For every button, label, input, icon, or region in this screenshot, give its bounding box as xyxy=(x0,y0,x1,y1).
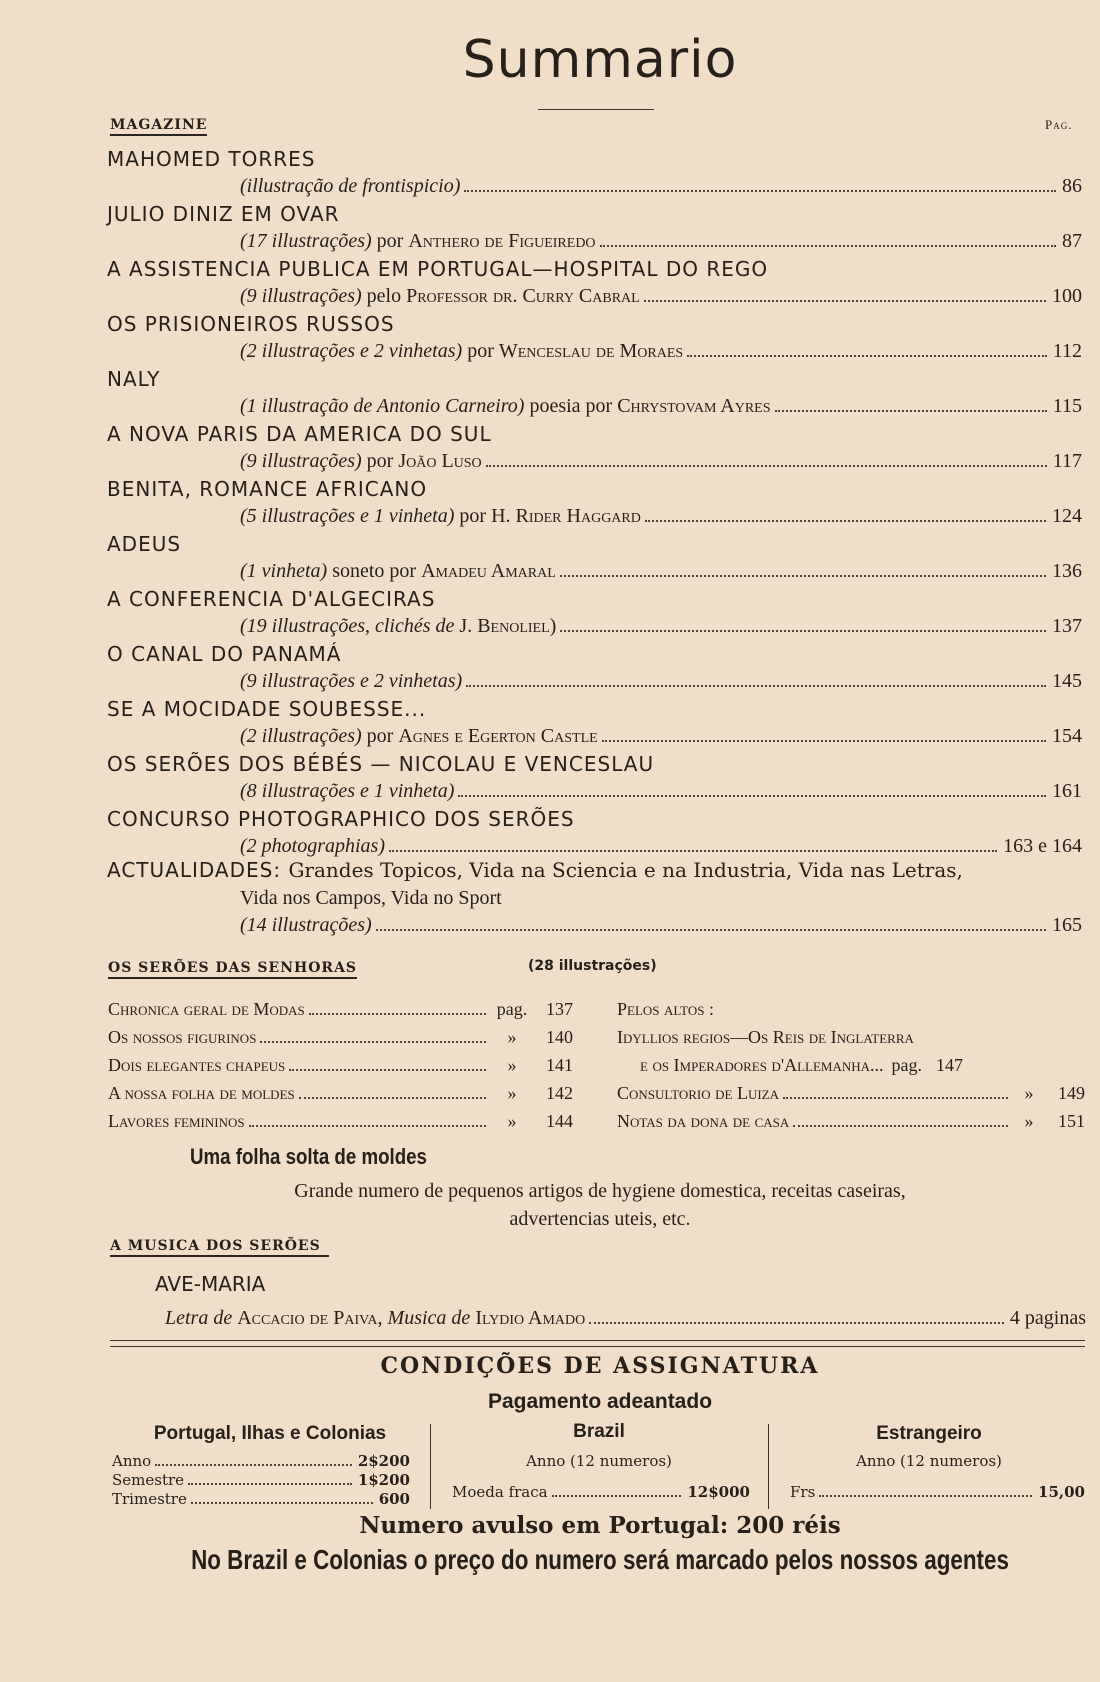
leader-dots xyxy=(464,190,1056,192)
pelos-altos-label: Pelos altos : xyxy=(617,999,714,1019)
article-title: A CONFERENCIA D'ALGECIRAS xyxy=(107,587,436,611)
article-illustrations: (2 photographias) xyxy=(240,835,385,857)
article-title: NALY xyxy=(107,367,161,391)
senhoras-item-label: Notas da dona de casa xyxy=(617,1111,790,1131)
article-illustrations: (illustração de frontispicio) xyxy=(240,175,461,197)
senhoras-item xyxy=(617,1081,1085,1105)
imperadores-ref: pag. xyxy=(891,1055,923,1075)
article-page: 137 xyxy=(1052,615,1082,637)
portugal-price-row xyxy=(112,1470,410,1490)
senhoras-item xyxy=(108,997,573,1021)
article-title: A NOVA PARIS DA AMERICA DO SUL xyxy=(107,422,492,446)
portugal-price-label: Anno xyxy=(112,1452,152,1470)
leader-dots xyxy=(687,355,1047,357)
article-title: O CANAL DO PANAMÁ xyxy=(107,642,342,666)
imperadores-line xyxy=(640,1053,1085,1077)
senhoras-item-label: Os nossos figurinos xyxy=(108,1027,257,1047)
article-desc xyxy=(240,833,385,860)
musica-label: Musica de xyxy=(387,1307,471,1329)
senhoras-item-page: 151 xyxy=(1058,1111,1085,1131)
article-sub xyxy=(240,723,1082,750)
senhoras-item-label: Consultorio de Luiza xyxy=(617,1083,780,1103)
senhoras-item-ref: » xyxy=(507,1027,517,1047)
article-page: 117 xyxy=(1052,450,1082,472)
senhoras-item-page: 142 xyxy=(546,1083,573,1103)
article-title: ADEUS xyxy=(107,532,182,556)
article-by: por xyxy=(361,725,399,747)
brazil-label: Moeda fraca xyxy=(452,1483,548,1501)
article-desc xyxy=(240,503,641,530)
leader-dots xyxy=(589,1322,1004,1324)
article-title: OS PRISIONEIROS RUSSOS xyxy=(107,312,395,336)
folha-desc-1: Grande numero de pequenos artigos de hygiene domestica, receitas caseiras, xyxy=(294,1180,906,1202)
leader-dots xyxy=(309,1013,486,1015)
article-by: por xyxy=(371,230,409,252)
pelos-altos xyxy=(617,997,714,1021)
article-title: OS SERÕES DOS BÉBÉS — NICOLAU E VENCESLAU xyxy=(107,752,655,776)
article-title: BENITA, ROMANCE AFRICANO xyxy=(107,477,428,501)
letra-author: Accacio de Paiva, xyxy=(237,1307,383,1329)
musica-credits xyxy=(165,1305,1086,1332)
condicoes-subtitle: Pagamento adeantado xyxy=(487,1390,713,1413)
letra-label: Letra de xyxy=(165,1307,233,1329)
article-sub xyxy=(240,668,1082,695)
leader-dots xyxy=(188,1483,352,1485)
leader-dots xyxy=(552,1495,682,1497)
article-by: J. xyxy=(454,615,478,637)
article-illustrations: (8 illustrações e 1 vinheta) xyxy=(240,780,455,802)
article-desc xyxy=(240,558,556,585)
senhoras-item xyxy=(108,1109,573,1133)
estrangeiro-label: Frs xyxy=(790,1483,816,1501)
portugal-price-value: 2$200 xyxy=(357,1452,410,1470)
article-author: Benoliel) xyxy=(477,615,557,637)
article-author: Agnes e Egerton Castle xyxy=(398,725,598,747)
imperadores-label: e os Imperadores d'Allemanha... xyxy=(640,1055,884,1075)
article-by: por xyxy=(462,340,499,362)
article-by: por xyxy=(361,450,399,472)
leader-dots xyxy=(644,300,1046,302)
brazil-price xyxy=(452,1482,750,1502)
brazil-value: 12$000 xyxy=(687,1483,750,1501)
article-page: 112 xyxy=(1052,340,1082,362)
article-author: Professor dr. Curry Cabral xyxy=(406,285,640,307)
article-page: 154 xyxy=(1052,725,1082,747)
leader-dots xyxy=(819,1495,1032,1497)
condicoes-title: CONDIÇÕES DE ASSIGNATURA xyxy=(380,1353,820,1379)
leader-dots xyxy=(560,630,1046,632)
portugal-price-label: Trimestre xyxy=(112,1490,187,1508)
article-by: soneto por xyxy=(327,560,422,582)
article-desc xyxy=(240,393,771,420)
senhoras-item-ref: » xyxy=(507,1055,517,1075)
article-illustrations: (2 illustrações e 2 vinhetas) xyxy=(240,340,463,362)
folha-title: Uma folha solta de moldes xyxy=(190,1144,427,1169)
estrangeiro-price xyxy=(790,1482,1085,1502)
leader-dots xyxy=(289,1069,486,1071)
leader-dots xyxy=(458,795,1046,797)
article-page: 161 xyxy=(1052,780,1082,802)
portugal-price-value: 600 xyxy=(378,1490,410,1508)
article-page: 115 xyxy=(1052,395,1082,417)
article-title: MAHOMED TORRES xyxy=(107,147,316,171)
article-sub xyxy=(240,393,1082,420)
article-sub xyxy=(240,503,1082,530)
article-author: H. Rider Haggard xyxy=(491,505,641,527)
portugal-price-label: Semestre xyxy=(112,1471,185,1489)
article-by: poesia por xyxy=(524,395,618,417)
article-page: 163 e 164 xyxy=(1003,835,1082,857)
article-title: SE A MOCIDADE SOUBESSE... xyxy=(107,697,427,721)
ave-maria-title: AVE-MARIA xyxy=(155,1272,266,1296)
actualidades-line2: Vida nos Campos, Vida no Sport xyxy=(240,887,502,909)
article-desc xyxy=(240,613,556,640)
article-desc xyxy=(240,668,462,695)
musica-author: Ilydio Amado xyxy=(475,1307,586,1329)
article-illustrations: (17 illustrações) xyxy=(240,230,372,252)
article-desc xyxy=(240,723,598,750)
portugal-price-row xyxy=(112,1489,410,1509)
article-desc xyxy=(240,283,640,310)
estrangeiro-head: Estrangeiro xyxy=(876,1423,982,1444)
actualidades-line1: Grandes Topicos, Vida na Sciencia e na Industria, Vida nas Letras, xyxy=(288,858,963,882)
senhoras-item-ref: » xyxy=(1024,1111,1034,1131)
article-sub xyxy=(240,613,1082,640)
leader-dots xyxy=(486,465,1047,467)
senhoras-heading: OS SERÕES DAS SENHORAS xyxy=(108,960,357,979)
estrangeiro-value: 15,00 xyxy=(1038,1483,1085,1501)
double-rule xyxy=(110,1340,1085,1347)
leader-dots xyxy=(249,1125,486,1127)
article-title: CONCURSO PHOTOGRAPHICO DOS SERÕES xyxy=(107,807,575,831)
musica-pages: 4 paginas xyxy=(1009,1307,1086,1329)
leader-dots xyxy=(155,1464,352,1466)
magazine-heading: MAGAZINE xyxy=(110,117,207,136)
senhoras-item-page: 144 xyxy=(546,1111,573,1131)
leader-dots xyxy=(466,685,1046,687)
article-by: por xyxy=(454,505,492,527)
brazil-head: Brazil xyxy=(573,1421,625,1442)
senhoras-item-ref: pag. xyxy=(496,999,528,1019)
leader-dots xyxy=(602,740,1046,742)
article-desc xyxy=(240,173,460,200)
actualidades-sub xyxy=(240,912,1082,939)
page-title: Summario xyxy=(462,30,738,90)
senhoras-item xyxy=(108,1081,573,1105)
article-author: João Luso xyxy=(398,450,482,472)
article-illustrations: (1 illustração de Antonio Carneiro) xyxy=(240,395,525,417)
article-page: 86 xyxy=(1062,175,1082,197)
article-author: Chrystovam Ayres xyxy=(617,395,771,417)
leader-dots xyxy=(600,245,1056,247)
article-desc xyxy=(240,448,482,475)
avulso-line: Numero avulso em Portugal: 200 réis xyxy=(359,1512,841,1539)
article-illustrations: (19 illustrações, clichés de xyxy=(240,615,455,637)
actualidades-page: 165 xyxy=(1052,914,1082,936)
article-illustrations: (2 illustrações) xyxy=(240,725,362,747)
senhoras-item-label: A nossa folha de moldes xyxy=(108,1083,295,1103)
article-author: Wenceslau de Moraes xyxy=(498,340,684,362)
senhoras-item-page: 141 xyxy=(546,1055,573,1075)
senhoras-item-ref: » xyxy=(507,1083,517,1103)
article-title: A ASSISTENCIA PUBLICA EM PORTUGAL—HOSPITAL DO REGO xyxy=(107,257,769,281)
column-divider xyxy=(768,1424,769,1509)
senhoras-item xyxy=(108,1025,573,1049)
actualidades-desc: (14 illustrações) xyxy=(240,914,372,936)
senhoras-item-label: Dois elegantes chapeus xyxy=(108,1055,286,1075)
portugal-price-row xyxy=(112,1451,410,1471)
senhoras-item-page: 149 xyxy=(1058,1083,1085,1103)
idyllios-label: Idyllios regios—Os Reis de Inglaterra xyxy=(617,1027,914,1047)
article-page: 145 xyxy=(1052,670,1082,692)
article-desc xyxy=(240,338,683,365)
pag-label: Pag. xyxy=(1045,117,1073,132)
article-illustrations: (5 illustrações e 1 vinheta) xyxy=(240,505,455,527)
article-author: Amadeu Amaral xyxy=(421,560,556,582)
article-sub xyxy=(240,283,1082,310)
leader-dots xyxy=(260,1041,486,1043)
article-sub xyxy=(240,833,1082,860)
senhoras-item-page: 137 xyxy=(546,999,573,1019)
article-desc xyxy=(240,778,454,805)
article-page: 100 xyxy=(1052,285,1082,307)
senhoras-item-page: 140 xyxy=(546,1027,573,1047)
leader-dots xyxy=(389,850,997,852)
article-sub xyxy=(240,338,1082,365)
senhoras-note: (28 illustrações) xyxy=(528,958,657,974)
article-illustrations: (1 vinheta) xyxy=(240,560,328,582)
leader-dots xyxy=(783,1097,1008,1099)
leader-dots xyxy=(560,575,1046,577)
article-illustrations: (9 illustrações) xyxy=(240,450,362,472)
idyllios-line xyxy=(617,1025,914,1049)
article-page: 136 xyxy=(1052,560,1082,582)
leader-dots xyxy=(191,1502,373,1504)
brazil-sub: Anno (12 numeros) xyxy=(526,1452,672,1470)
senhoras-item xyxy=(617,1109,1085,1133)
estrangeiro-sub: Anno (12 numeros) xyxy=(856,1452,1002,1470)
article-sub xyxy=(240,778,1082,805)
article-page: 124 xyxy=(1052,505,1082,527)
portugal-head: Portugal, Ilhas e Colonias xyxy=(153,1423,387,1444)
article-illustrations: (9 illustrações e 2 vinhetas) xyxy=(240,670,463,692)
senhoras-item-label: Chronica geral de Modas xyxy=(108,999,305,1019)
leader-dots xyxy=(645,520,1046,522)
article-page: 87 xyxy=(1062,230,1082,252)
senhoras-item-label: Lavores femininos xyxy=(108,1111,245,1131)
senhoras-item-ref: » xyxy=(1024,1083,1034,1103)
article-sub xyxy=(240,558,1082,585)
actualidades-title: ACTUALIDADES: xyxy=(107,858,282,882)
senhoras-item-ref: » xyxy=(507,1111,517,1131)
article-illustrations: (9 illustrações) xyxy=(240,285,362,307)
leader-dots xyxy=(793,1125,1008,1127)
title-rule xyxy=(538,109,654,110)
article-desc xyxy=(240,228,596,255)
senhoras-item xyxy=(108,1053,573,1077)
leader-dots xyxy=(775,410,1047,412)
article-title: JULIO DINIZ EM OVAR xyxy=(107,202,340,226)
actualidades-row xyxy=(107,857,1082,884)
portugal-price-value: 1$200 xyxy=(357,1471,410,1489)
article-sub xyxy=(240,173,1082,200)
article-sub xyxy=(240,228,1082,255)
article-by: pelo xyxy=(361,285,407,307)
folha-desc-2: advertencias uteis, etc. xyxy=(509,1208,691,1230)
leader-dots xyxy=(376,929,1046,931)
brazil-note: No Brazil e Colonias o preço do numero será marcado pelos nossos agentes xyxy=(191,1544,1009,1575)
article-sub xyxy=(240,448,1082,475)
musica-heading: A MUSICA DOS SERÕES xyxy=(110,1238,329,1257)
leader-dots xyxy=(299,1097,486,1099)
imperadores-page: 147 xyxy=(936,1055,964,1075)
article-author: Anthero de Figueiredo xyxy=(408,230,596,252)
